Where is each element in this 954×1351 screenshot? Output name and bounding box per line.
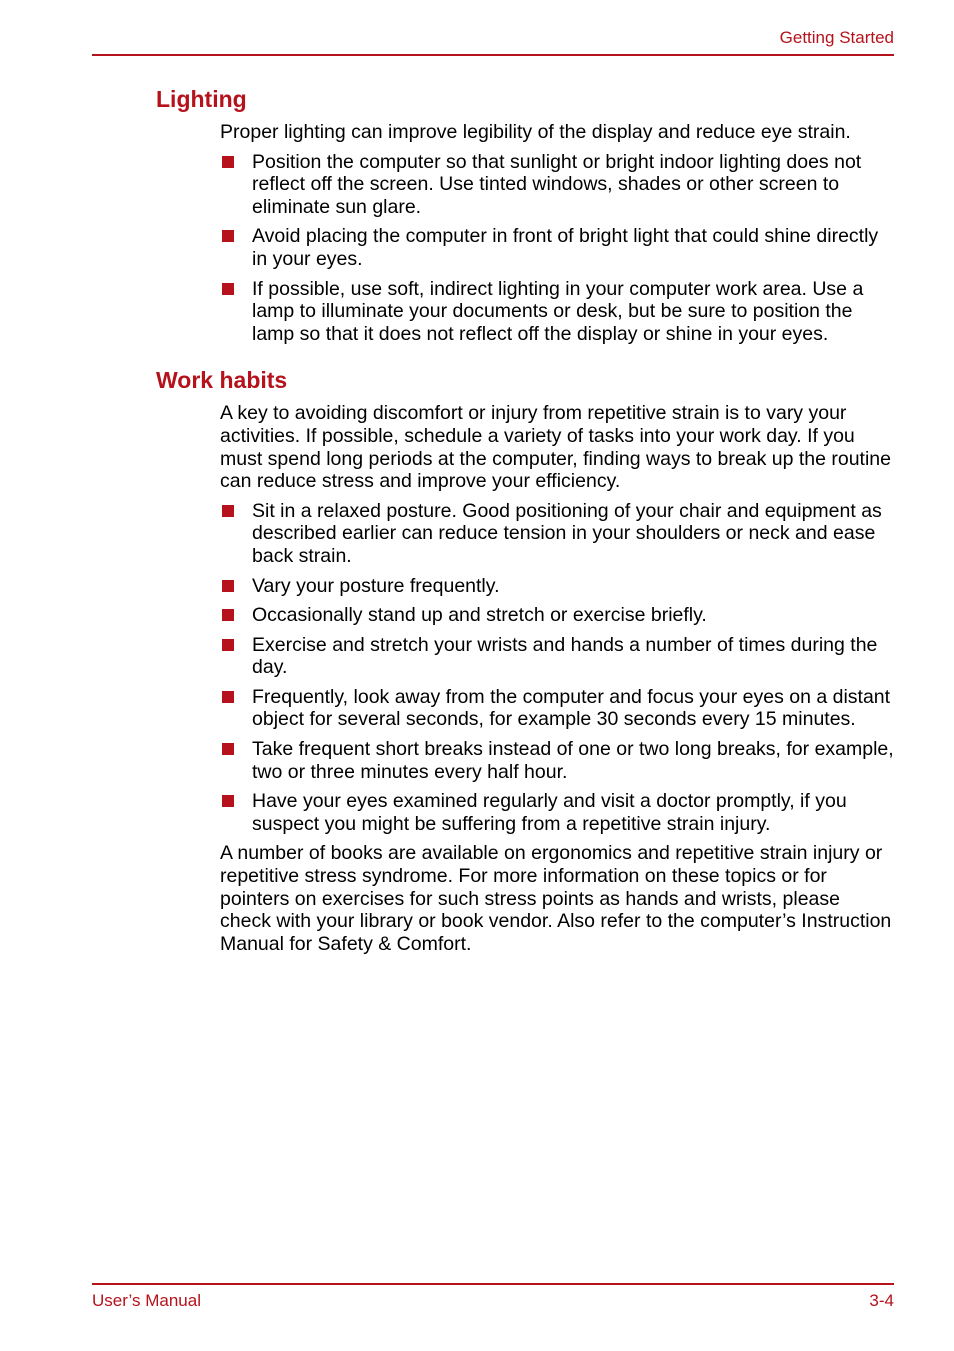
footer-manual-title: User’s Manual — [92, 1291, 201, 1310]
square-bullet-icon — [222, 283, 234, 295]
square-bullet-icon — [222, 505, 234, 517]
square-bullet-icon — [222, 580, 234, 592]
square-bullet-icon — [222, 795, 234, 807]
work-habits-heading: Work habits — [156, 367, 288, 394]
list-item: Sit in a relaxed posture. Good positioning of your chair and equipment as described earlier can reduce tension in your shoulders or neck and ease back strain. — [220, 500, 896, 568]
list-item: Frequently, look away from the computer and focus your eyes on a distant object for several seconds, for example 30 seconds every 15 minutes. — [220, 686, 896, 731]
square-bullet-icon — [222, 743, 234, 755]
list-item: Position the computer so that sunlight or bright indoor lighting does not reflect off the screen. Use tinted windows, shades or other screen to eliminate sun glare. — [220, 151, 896, 219]
page-number: 3-4 — [869, 1291, 894, 1310]
page-content — [156, 84, 896, 955]
list-item: Occasionally stand up and stretch or exercise briefly. — [220, 604, 896, 627]
list-item: If possible, use soft, indirect lighting in your computer work area. Use a lamp to illuminate your documents or desk, but be sure to position the lamp so that it does not reflect off the display or shine in your eyes. — [220, 278, 896, 346]
square-bullet-icon — [222, 230, 234, 242]
work-habits-list — [220, 500, 896, 836]
header-rule — [92, 54, 894, 56]
square-bullet-icon — [222, 691, 234, 703]
list-item: Vary your posture frequently. — [220, 575, 896, 598]
running-header: Getting Started — [779, 28, 894, 47]
list-item: Have your eyes examined regularly and visit a doctor promptly, if you suspect you might be suffering from a repetitive strain injury. — [220, 790, 896, 835]
work-habits-intro: A key to avoiding discomfort or injury from repetitive strain is to vary your activities. If possible, schedule a variety of tasks into your work day. If you must spend long periods at the computer, finding ways to break up the routine can reduce stress and improve your efficiency. — [220, 402, 891, 493]
list-item: Take frequent short breaks instead of one or two long breaks, for example, two or three minutes every half hour. — [220, 738, 896, 783]
square-bullet-icon — [222, 609, 234, 621]
lighting-intro: Proper lighting can improve legibility of the display and reduce eye strain. — [220, 121, 851, 143]
work-habits-closing: A number of books are available on ergonomics and repetitive strain injury or repetitive stress syndrome. For more information on these topics or for pointers on exercises for such stress points as hands and wrists, please check with your library or book vendor. Also refer to the computer’s Instruction Manual for Safety & Comfort. — [220, 842, 892, 955]
square-bullet-icon — [222, 639, 234, 651]
list-item: Avoid placing the computer in front of bright light that could shine directly in your eyes. — [220, 225, 896, 270]
lighting-list — [220, 151, 896, 346]
lighting-heading: Lighting — [156, 86, 247, 112]
list-item: Exercise and stretch your wrists and hands a number of times during the day. — [220, 634, 896, 679]
square-bullet-icon — [222, 156, 234, 168]
footer-rule — [92, 1283, 894, 1285]
